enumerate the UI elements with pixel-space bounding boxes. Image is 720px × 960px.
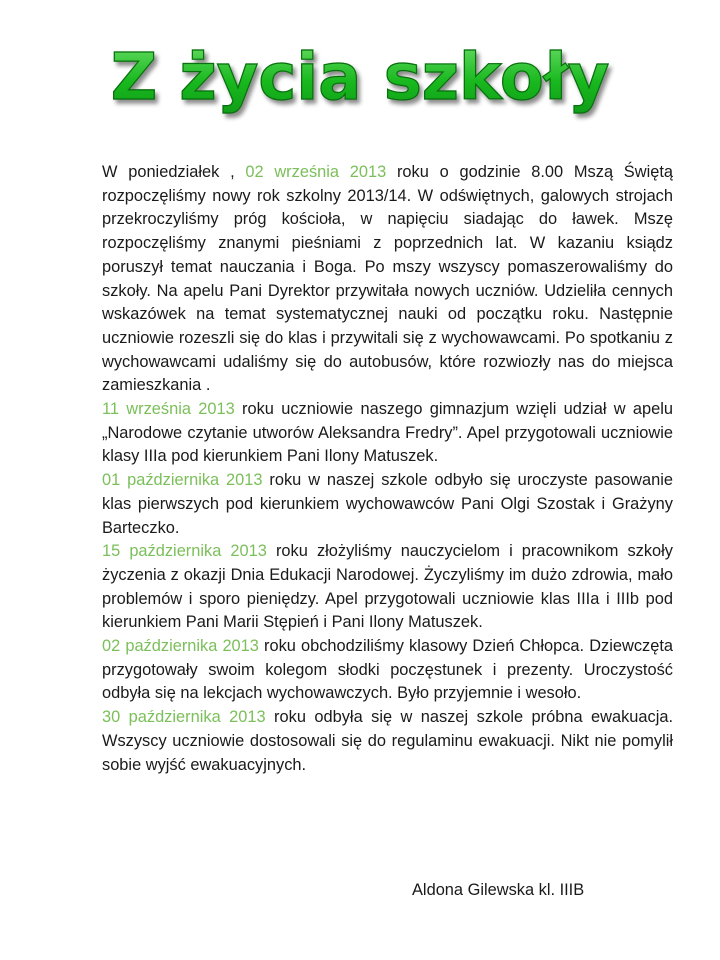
page-title: Z życia szkoły xyxy=(0,38,720,118)
paragraph-3 xyxy=(102,469,673,540)
date-highlight: 11 września 2013 xyxy=(102,400,235,419)
author-signature: Aldona Gilewska kl. IIIB xyxy=(412,881,585,899)
paragraph-2 xyxy=(102,398,673,469)
date-highlight: 02 września 2013 xyxy=(245,163,387,181)
paragraph-text: roku uczniowie naszego gimnazjum wzięli udział w apelu „Narodowe czytanie utworów Aleksandra Fredry”. Apel przygotowali uczniowie klasy IIIa pod kierunkiem Pani Ilony Matuszek. xyxy=(102,400,673,466)
article-body xyxy=(102,161,673,777)
paragraph-text: roku obchodziliśmy klasowy Dzień Chłopca. Dziewczęta przygotowały swoim kolegom słodki poczęstunek i prezenty. Uroczystość odbyła się na lekcjach wychowawczych. Było przyjemnie i wesoło. xyxy=(102,637,673,703)
date-highlight: 15 października 2013 xyxy=(102,542,267,561)
paragraph-5 xyxy=(102,635,673,706)
date-highlight: 02 października 2013 xyxy=(102,637,259,656)
date-highlight: 01 października 2013 xyxy=(102,471,263,490)
date-highlight: 30 października 2013 xyxy=(102,708,266,727)
paragraph-1 xyxy=(102,161,673,398)
paragraph-lead: W poniedziałek , xyxy=(102,163,246,181)
paragraph-4 xyxy=(102,540,673,635)
paragraph-text: roku odbyła się w naszej szkole próbna ewakuacja. Wszyscy uczniowie dostosowali się do regulaminu ewakuacji. Nikt nie pomylił sobie wyjść ewakuacyjnych. xyxy=(102,708,674,774)
paragraph-text: roku w naszej szkole odbyło się uroczyste pasowanie klas pierwszych pod kierunkiem wychowawców Pani Olgi Szostak i Grażyny Barteczko. xyxy=(102,471,673,537)
paragraph-text: roku o godzinie 8.00 Mszą Świętą rozpoczęliśmy nowy rok szkolny 2013/14. W odświętnych, galowych strojach przekroczyliśmy próg kościoła, w napięciu siadając do ławek. Mszę rozpoczęliśmy znanymi pieśniami z poprzednich lat. W kazaniu ksiądz poruszył temat nauczania i Boga. Po mszy wszyscy pomaszerowaliśmy do szkoły. Na apelu Pani Dyrektor przywitała nowych uczniów. Udzieliła cennych wskazówek na temat systematycznej nauki od początku roku. Następnie uczniowie rozeszli się do klas i przywitali się z wychowawcami. Po spotkaniu z wychowawcami udaliśmy się do autobusów, które rozwiozły nas do miejsca zamieszkania . xyxy=(102,163,673,395)
paragraph-6 xyxy=(102,706,673,777)
paragraph-text: roku złożyliśmy nauczycielom i pracownikom szkoły życzenia z okazji Dnia Edukacji Narodowej. Życzyliśmy im dużo zdrowia, mało problemów i sporo pieniędzy. Apel przygotowali uczniowie klas IIIa i IIIb pod kierunkiem Pani Marii Stępień i Pani Ilony Matuszek. xyxy=(102,542,673,632)
